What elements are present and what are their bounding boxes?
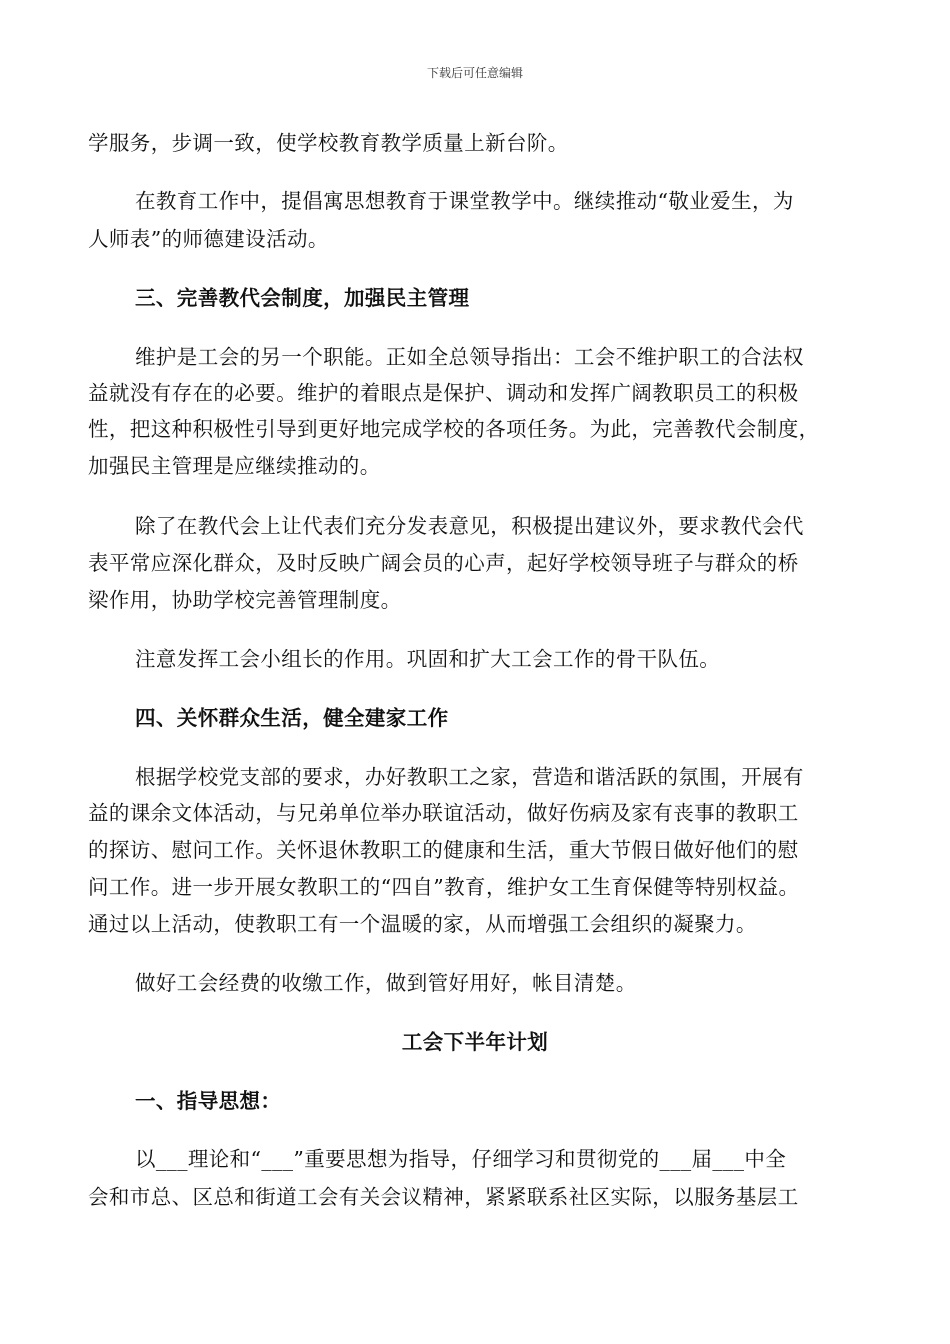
paragraph-line: 在教育工作中，提倡寓思想教育于课堂教学中。继续推动“敬业爱生，为 [135,189,794,213]
paragraph-line: 人师表”的师德建设活动。 [88,227,329,251]
paragraph-line: 除了在教代会上让代表们充分发表意见，积极提出建议外，要求教代会代 [135,514,804,538]
paragraph-line: 问工作。进一步开展女教职工的“四自”教育，维护女工生育保健等特别权益。 [88,875,800,899]
paragraph-line: 以___理论和“___”重要思想为指导，仔细学习和贯彻党的___届___中全 [135,1147,787,1171]
section-heading: 一、指导思想： [135,1089,282,1113]
section-heading: 三、完善教代会制度，加强民主管理 [135,286,470,310]
paragraph-line: 性，把这种积极性引导到更好地完成学校的各项任务。为此，完善教代会制度， [88,417,820,441]
paragraph-line: 注意发挥工会小组长的作用。巩固和扩大工会工作的骨干队伍。 [135,647,721,671]
section-heading: 四、关怀群众生活，健全建家工作 [135,706,449,730]
paragraph-line: 加强民主管理是应继续推动的。 [88,454,381,478]
paragraph-line: 的探访、慰问工作。关怀退休教职工的健康和生活，重大节假日做好他们的慰 [88,838,799,862]
document-title: 工会下半年计划 [401,1030,549,1054]
paragraph-line: 会和市总、区总和街道工会有关会议精神，紧紧联系社区实际，以服务基层工 [88,1185,799,1209]
paragraph-line: 益的课余文体活动，与兄弟单位举办联谊活动，做好伤病及家有丧事的教职工 [88,801,799,825]
page-header: 下载后可任意编辑 [426,66,523,80]
paragraph-line: 根据学校党支部的要求，办好教职工之家，营造和谐活跃的氛围，开展有 [135,765,804,789]
paragraph-line: 益就没有存在的必要。维护的着眼点是保护、调动和发挥广阔教职员工的积极 [88,381,799,405]
paragraph-line: 学服务，步调一致，使学校教育教学质量上新台阶。 [88,131,569,155]
paragraph-line: 通过以上活动，使教职工有一个温暖的家，从而增强工会组织的凝聚力。 [88,912,757,936]
paragraph-line: 维护是工会的另一个职能。正如全总领导指出：工会不维护职工的合法权 [135,345,804,369]
paragraph-line: 做好工会经费的收缴工作，做到管好用好，帐目清楚。 [135,971,637,995]
paragraph-line: 表平常应深化群众，及时反映广阔会员的心声，起好学校领导班子与群众的桥 [88,551,799,575]
paragraph-line: 梁作用，协助学校完善管理制度。 [88,588,402,612]
